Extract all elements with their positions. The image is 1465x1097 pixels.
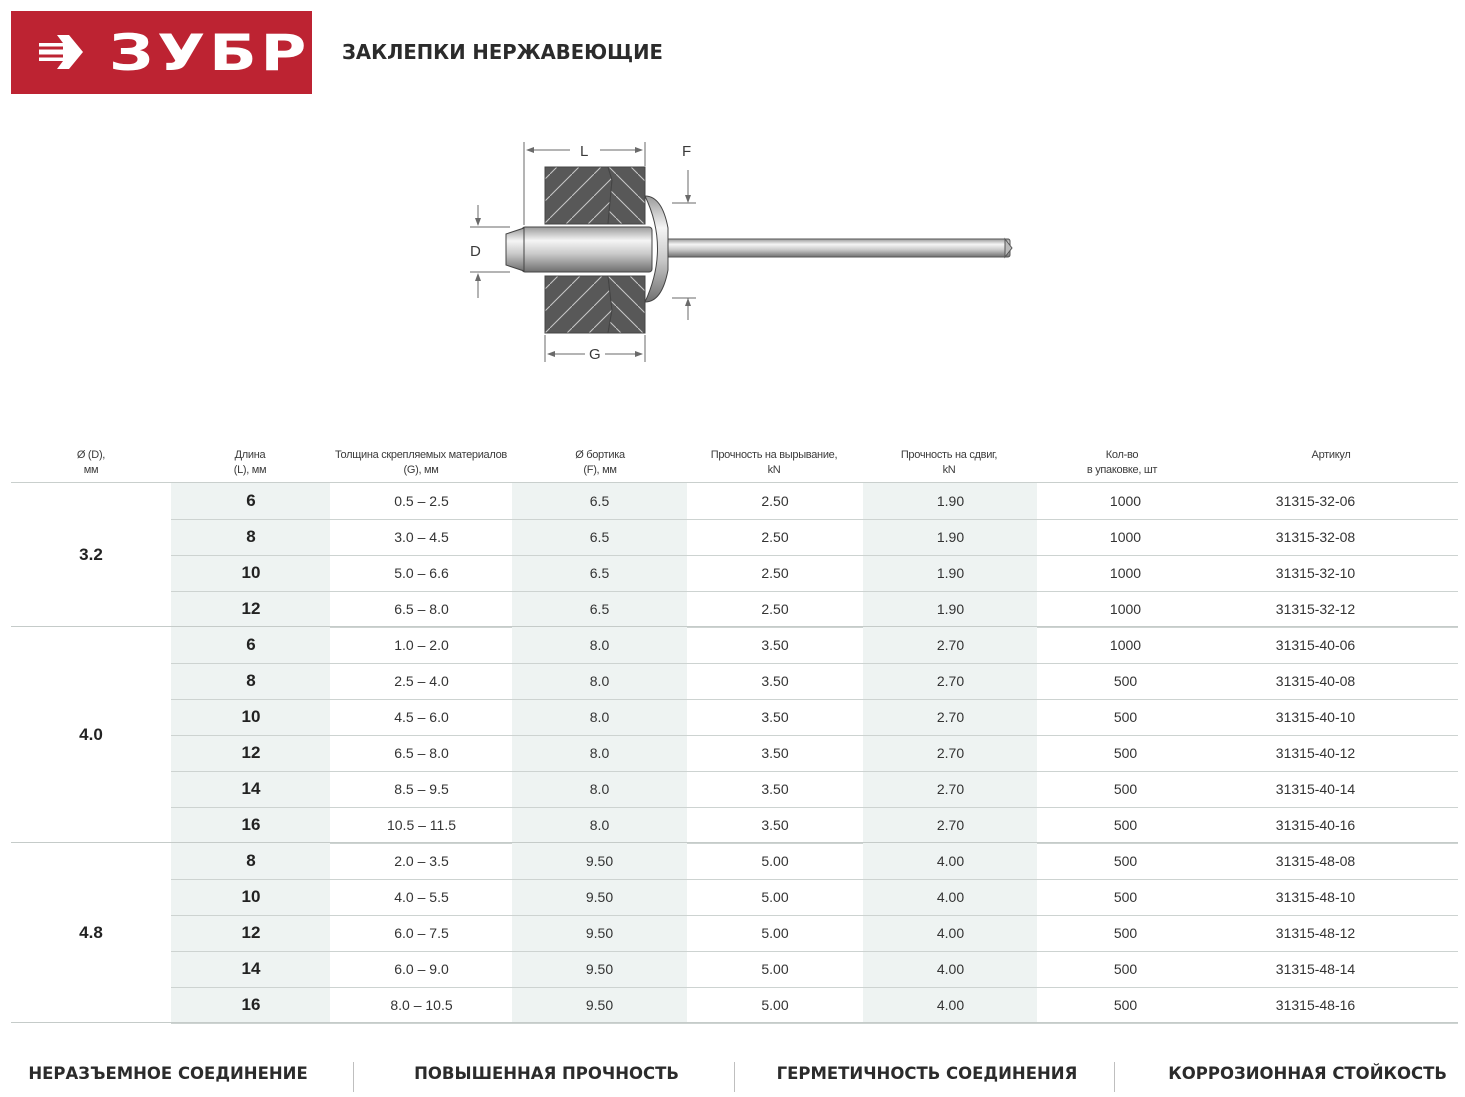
- table-cell: 1.90: [936, 529, 965, 545]
- cell-length: 6: [246, 635, 256, 654]
- cell-length: 6: [246, 491, 256, 510]
- cell-article: 31315-40-16: [1275, 817, 1356, 833]
- plate-top: [545, 167, 645, 224]
- table-row: [171, 627, 1458, 664]
- cell-length: 8: [246, 527, 256, 546]
- cell-article: 31315-40-08: [1275, 673, 1356, 689]
- table-cell: 2.70: [936, 745, 965, 761]
- feature-divider: [353, 1062, 354, 1092]
- table-cell: 500: [1113, 781, 1138, 797]
- cell-length: 12: [241, 923, 261, 942]
- table-row: [171, 879, 1458, 916]
- cell-length: 14: [241, 779, 261, 798]
- table-cell: 1.90: [936, 601, 965, 617]
- header-pullout: Прочность на вырывание, kN: [710, 449, 838, 476]
- table-row: [171, 951, 1458, 988]
- cell-length: 8: [246, 851, 256, 870]
- table-cell: 4.0 – 5.5: [394, 889, 449, 905]
- table-cell: 5.00: [761, 961, 789, 977]
- table-cell: 6.0 – 7.5: [394, 925, 449, 941]
- table-cell: 5.00: [761, 925, 789, 941]
- table-cell: 500: [1113, 925, 1138, 941]
- table-cell: 2.50: [761, 529, 789, 545]
- feature-item: НЕРАЗЪЕМНОЕ СОЕДИНЕНИЕ: [28, 1064, 308, 1084]
- table-row: [171, 987, 1458, 1024]
- table-row: [171, 735, 1458, 772]
- cell-article: 31315-32-06: [1275, 493, 1356, 509]
- cell-article: 31315-48-10: [1275, 889, 1356, 905]
- cell-article: 31315-32-10: [1275, 565, 1356, 581]
- cell-article: 31315-40-10: [1275, 709, 1356, 725]
- plate-bottom: [545, 276, 645, 333]
- table-cell: 1.90: [936, 493, 965, 509]
- table-cell: 2.70: [936, 817, 965, 833]
- table-cell: 6.0 – 9.0: [394, 961, 449, 977]
- table-cell: 5.00: [761, 889, 789, 905]
- cell-length: 10: [241, 563, 261, 582]
- table-cell: 4.00: [936, 997, 965, 1013]
- header-diameter: Ø (D), мм: [76, 449, 106, 476]
- table-cell: 2.50: [761, 493, 789, 509]
- table-cell: 2.50: [761, 601, 789, 617]
- table-cell: 1000: [1109, 637, 1142, 653]
- table-row: [171, 807, 1458, 844]
- table-cell: 3.0 – 4.5: [394, 529, 449, 545]
- group-diameter: 4.0: [79, 725, 103, 744]
- table-cell: 6.5 – 8.0: [394, 745, 449, 761]
- brand-name: ЗУБР: [109, 24, 311, 82]
- table-cell: 8.0: [589, 709, 610, 725]
- table-cell: 500: [1113, 817, 1138, 833]
- table-row: [171, 519, 1458, 556]
- table-cell: 500: [1113, 889, 1138, 905]
- cell-article: 31315-32-12: [1275, 601, 1356, 617]
- cell-length: 10: [241, 707, 261, 726]
- table-cell: 9.50: [585, 889, 614, 905]
- table-cell: 3.50: [761, 817, 789, 833]
- table-cell: 2.70: [936, 673, 965, 689]
- table-cell: 8.0 – 10.5: [390, 997, 453, 1013]
- cell-length: 12: [241, 599, 261, 618]
- table-cell: 8.0: [589, 817, 610, 833]
- table-cell: 500: [1113, 961, 1138, 977]
- table-cell: 1.0 – 2.0: [394, 637, 449, 653]
- table-row: [171, 663, 1458, 700]
- table-cell: 2.70: [936, 709, 965, 725]
- table-cell: 1000: [1109, 493, 1142, 509]
- table-cell: 500: [1113, 673, 1138, 689]
- table-cell: 9.50: [585, 853, 614, 869]
- brand-logo: [11, 11, 312, 94]
- table-row: [171, 771, 1458, 808]
- table-cell: 2.5 – 4.0: [394, 673, 449, 689]
- cell-article: 31315-48-08: [1275, 853, 1356, 869]
- cell-length: 8: [246, 671, 256, 690]
- rivet-diagram: [440, 130, 1020, 370]
- table-row: [171, 843, 1458, 880]
- table-cell: 6.5: [589, 601, 610, 617]
- table-cell: 2.70: [936, 637, 965, 653]
- table-row: [171, 555, 1458, 592]
- table-cell: 0.5 – 2.5: [394, 493, 449, 509]
- cell-article: 31315-48-12: [1275, 925, 1356, 941]
- table-cell: 5.0 – 6.6: [394, 565, 449, 581]
- label-G: G: [589, 346, 601, 363]
- table-cell: 10.5 – 11.5: [386, 817, 457, 833]
- label-D: D: [470, 243, 481, 260]
- table-cell: 3.50: [761, 709, 789, 725]
- cell-article: 31315-48-16: [1275, 997, 1356, 1013]
- table-cell: 4.00: [936, 961, 965, 977]
- specs-table: [11, 440, 1458, 1023]
- table-cell: 3.50: [761, 673, 789, 689]
- cell-length: 12: [241, 743, 261, 762]
- header-length: Длина (L), мм: [233, 449, 267, 476]
- table-cell: 1000: [1109, 529, 1142, 545]
- label-F: F: [682, 143, 692, 160]
- label-L: L: [580, 143, 589, 160]
- table-cell: 8.0: [589, 637, 610, 653]
- table-cell: 4.00: [936, 925, 965, 941]
- table-cell: 4.00: [936, 889, 965, 905]
- cell-article: 31315-40-12: [1275, 745, 1356, 761]
- header-shear: Прочность на сдвиг, kN: [900, 449, 998, 476]
- table-row: [171, 483, 1458, 520]
- table-cell: 6.5 – 8.0: [394, 601, 449, 617]
- table-header: [11, 440, 1458, 483]
- page-title: ЗАКЛЕПКИ НЕРЖАВЕЮЩИЕ: [342, 40, 663, 64]
- cell-length: 14: [241, 959, 261, 978]
- table-cell: 500: [1113, 745, 1138, 761]
- feature-item: ГЕРМЕТИЧНОСТЬ СОЕДИНЕНИЯ: [776, 1064, 1078, 1084]
- table-row: [171, 591, 1458, 628]
- table-cell: 5.00: [761, 853, 789, 869]
- cell-length: 16: [241, 995, 261, 1014]
- table-cell: 500: [1113, 997, 1138, 1013]
- table-cell: 2.0 – 3.5: [394, 853, 449, 869]
- table-cell: 8.0: [589, 673, 610, 689]
- table-cell: 3.50: [761, 637, 789, 653]
- cell-length: 16: [241, 815, 261, 834]
- header-thickness: Толщина скрепляемых материалов (G), мм: [335, 449, 507, 476]
- table-row: [171, 915, 1458, 952]
- cell-article: 31315-32-08: [1275, 529, 1356, 545]
- table-bottom-border: [11, 1022, 1458, 1023]
- table-cell: 500: [1113, 709, 1138, 725]
- table-cell: 500: [1113, 853, 1138, 869]
- table-cell: 3.50: [761, 781, 789, 797]
- table-cell: 2.50: [761, 565, 789, 581]
- table-cell: 1000: [1109, 565, 1142, 581]
- group-diameter: 4.8: [79, 923, 103, 942]
- cell-article: 31315-40-14: [1275, 781, 1356, 797]
- table-cell: 8.5 – 9.5: [394, 781, 449, 797]
- table-cell: 5.00: [761, 997, 789, 1013]
- table-cell: 8.0: [589, 781, 610, 797]
- table-cell: 6.5: [589, 493, 610, 509]
- cell-length: 10: [241, 887, 261, 906]
- table-cell: 3.50: [761, 745, 789, 761]
- group-diameter: 3.2: [79, 545, 103, 564]
- table-cell: 9.50: [585, 961, 614, 977]
- header-article: Артикул: [1311, 449, 1351, 461]
- table-cell: 1000: [1109, 601, 1142, 617]
- cell-article: 31315-40-06: [1275, 637, 1356, 653]
- table-cell: 2.70: [936, 781, 965, 797]
- feature-divider: [1114, 1062, 1115, 1092]
- table-cell: 8.0: [589, 745, 610, 761]
- table-cell: 6.5: [589, 529, 610, 545]
- table-cell: 4.5 – 6.0: [394, 709, 449, 725]
- table-cell: 9.50: [585, 925, 614, 941]
- features-bar: [0, 1060, 1465, 1092]
- feature-item: ПОВЫШЕННАЯ ПРОЧНОСТЬ: [414, 1064, 679, 1084]
- table-cell: 4.00: [936, 853, 965, 869]
- header-flange: Ø бортика (F), мм: [575, 449, 625, 476]
- table-cell: 6.5: [589, 565, 610, 581]
- header-quantity: Кол-во в упаковке, шт: [1086, 449, 1158, 476]
- table-body: [11, 483, 1458, 1023]
- table-cell: 1.90: [936, 565, 965, 581]
- table-cell: 9.50: [585, 997, 614, 1013]
- feature-divider: [734, 1062, 735, 1092]
- table-row: [171, 699, 1458, 736]
- feature-item: КОРРОЗИОННАЯ СТОЙКОСТЬ: [1168, 1064, 1447, 1084]
- cell-article: 31315-48-14: [1275, 961, 1356, 977]
